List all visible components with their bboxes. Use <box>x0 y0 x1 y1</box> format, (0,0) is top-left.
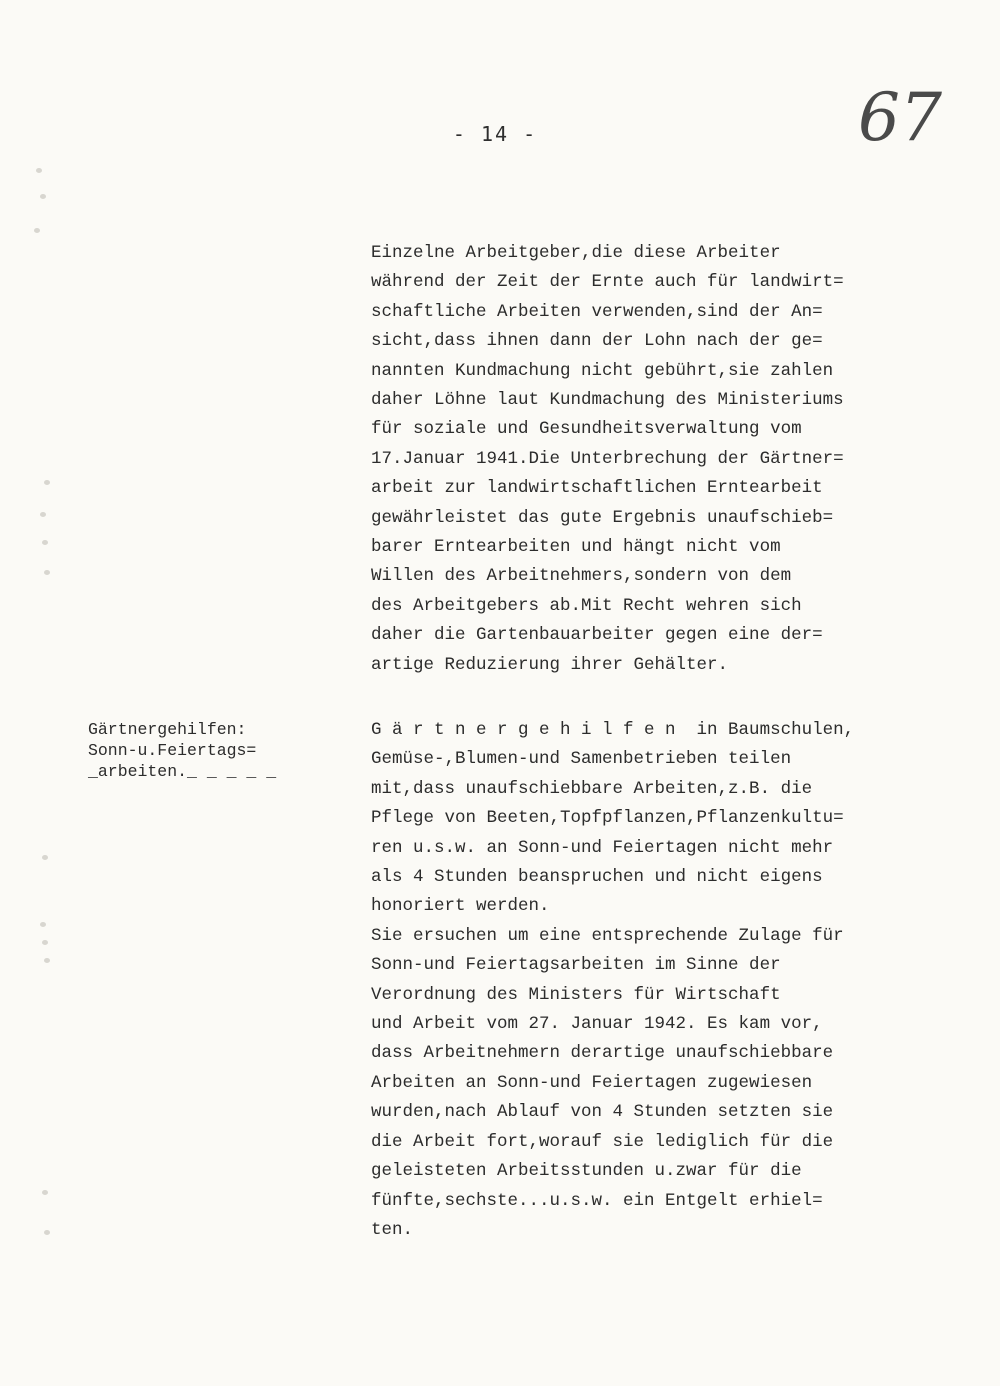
margin-note-line: Sonn-u.Feiertags= <box>88 741 257 760</box>
text-line: G ä r t n e r g e h i l f e n in Baumschulen, <box>371 720 855 740</box>
text-line: nannten Kundmachung nicht gebührt,sie zahlen <box>371 360 834 381</box>
text-line: fünfte,sechste...u.s.w. ein Entgelt erhiel= <box>371 1190 823 1211</box>
text-line: die Arbeit fort,worauf sie lediglich für die <box>371 1131 834 1152</box>
text-line: dass Arbeitnehmern derartige unaufschiebbare <box>371 1043 834 1064</box>
text-line: Sonn-und Feiertagsarbeiten im Sinne der <box>371 955 781 976</box>
paragraph-1 <box>371 239 971 680</box>
text-line: für soziale und Gesundheitsverwaltung vom <box>371 419 802 440</box>
text-line: wurden,nach Ablauf von 4 Stunden setzten sie <box>371 1102 834 1123</box>
text-line: sicht,dass ihnen dann der Lohn nach der ge= <box>371 331 823 352</box>
page-number: - 14 - <box>452 122 538 146</box>
text-line: während der Zeit der Ernte auch für landwirt= <box>371 272 844 293</box>
text-line: des Arbeitgebers ab.Mit Recht wehren sich <box>371 595 802 616</box>
text-line: Sie ersuchen um eine entsprechende Zulage für <box>371 925 844 946</box>
text-line: artige Reduzierung ihrer Gehälter. <box>371 654 729 675</box>
handwritten-folio-number <box>852 72 947 162</box>
text-line: schaftliche Arbeiten verwenden,sind der An= <box>371 301 823 322</box>
text-line: daher die Gartenbauarbeiter gegen eine der= <box>371 625 823 646</box>
punch-hole-marks <box>30 150 70 1250</box>
margin-note-line: _arbeiten._ _ _ _ _ <box>88 762 277 781</box>
text-line: ten. <box>371 1219 414 1240</box>
margin-heading <box>88 719 276 782</box>
text-line: barer Erntearbeiten und hängt nicht vom <box>371 537 781 558</box>
text-line: gewährleistet das gute Ergebnis unaufschieb= <box>371 507 834 528</box>
text-line: als 4 Stunden beanspruchen und nicht eigens <box>371 867 823 888</box>
text-line: Arbeiten an Sonn-und Feiertagen zugewiesen <box>371 1072 813 1093</box>
text-line: geleisteten Arbeitsstunden u.zwar für die <box>371 1161 802 1182</box>
text-line: und Arbeit vom 27. Januar 1942. Es kam vor, <box>371 1014 823 1035</box>
text-line: Einzelne Arbeitgeber,die diese Arbeiter <box>371 243 781 263</box>
paragraph-2 <box>371 716 971 1245</box>
text-line: arbeit zur landwirtschaftlichen Erntearbeit <box>371 478 823 499</box>
text-line: ren u.s.w. an Sonn-und Feiertagen nicht mehr <box>371 837 834 858</box>
text-line: honoriert werden. <box>371 896 550 917</box>
margin-note-line: Gärtnergehilfen: <box>88 720 247 739</box>
text-line: Willen des Arbeitnehmers,sondern von dem <box>371 566 792 587</box>
text-line: Verordnung des Ministers für Wirtschaft <box>371 984 781 1005</box>
text-line: mit,dass unaufschiebbare Arbeiten,z.B. die <box>371 778 813 799</box>
text-line: daher Löhne laut Kundmachung des Ministeriums <box>371 390 844 411</box>
text-line: Gemüse-,Blumen-und Samenbetrieben teilen <box>371 749 792 770</box>
text-line: Pflege von Beeten,Topfpflanzen,Pflanzenkultu= <box>371 808 844 829</box>
svg-text:67: 67 <box>858 79 942 156</box>
text-line: 17.Januar 1941.Die Unterbrechung der Gärtner= <box>371 448 844 469</box>
